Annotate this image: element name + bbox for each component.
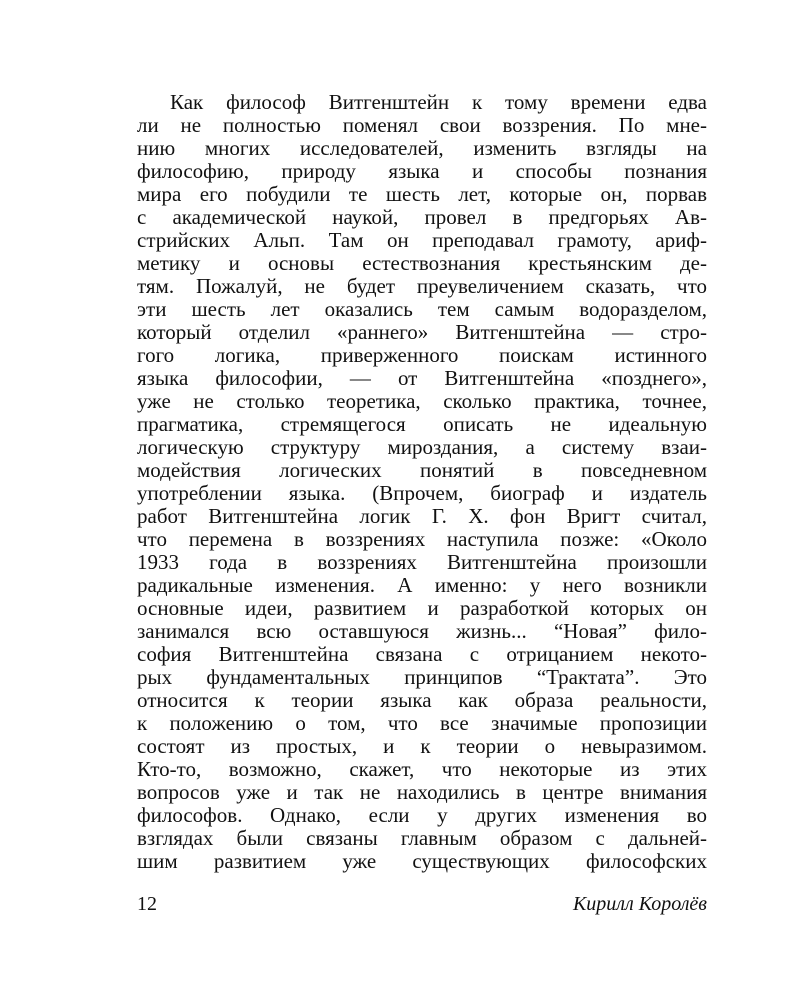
text-line: гого логика, приверженного поискам истинного <box>137 343 707 367</box>
text-line: взглядах были связаны главным образом с дальней- <box>137 826 707 850</box>
text-line: языка философии, — от Витгенштейна «позднего», <box>137 366 707 390</box>
text-line: прагматика, стремящегося описать не идеальную <box>137 412 707 436</box>
text-line: метику и основы естествознания крестьянским де- <box>137 251 707 275</box>
text-line: который отделил «раннего» Витгенштейна — стро- <box>137 320 707 344</box>
page-number: 12 <box>137 893 157 915</box>
text-line: Кто-то, возможно, скажет, что некоторые из этих <box>137 757 707 781</box>
page-body-text <box>137 91 707 873</box>
text-line: тям. Пожалуй, не будет преувеличением сказать, что <box>137 274 707 298</box>
text-line: занимался всю оставшуюся жизнь... “Новая” фило- <box>137 619 707 643</box>
text-line: радикальные изменения. А именно: у него возникли <box>137 573 707 597</box>
text-line: с академической наукой, провел в предгорьях Ав- <box>137 205 707 229</box>
text-line: логическую структуру мироздания, а систему взаи- <box>137 435 707 459</box>
text-line: нию многих исследователей, изменить взгляды на <box>137 136 707 160</box>
text-line: софия Витгенштейна связана с отрицанием некото- <box>137 642 707 666</box>
text-line: вопросов уже и так не находились в центре внимания <box>137 780 707 804</box>
page-footer <box>137 893 707 921</box>
text-line: Как философ Витгенштейн к тому времени едва <box>170 90 707 114</box>
text-line: основные идеи, развитием и разработкой которых он <box>137 596 707 620</box>
text-line: стрийских Альп. Там он преподавал грамоту, ариф- <box>137 228 707 252</box>
text-line: состоят из простых, и к теории о невыразимом. <box>137 734 707 758</box>
text-line: к положению о том, что все значимые пропозиции <box>137 711 707 735</box>
text-line: употреблении языка. (Впрочем, биограф и издатель <box>137 481 707 505</box>
text-line: мира его побудили те шесть лет, которые он, порвав <box>137 182 707 206</box>
text-line: философов. Однако, если у других изменения во <box>137 803 707 827</box>
text-line: уже не столько теоретика, сколько практика, точнее, <box>137 389 707 413</box>
running-footer-author: Кирилл Королёв <box>572 893 707 915</box>
text-line: философию, природу языка и способы познания <box>137 159 707 183</box>
text-line: что перемена в воззрениях наступила позже: «Около <box>137 527 707 551</box>
text-line: ли не полностью поменял свои воззрения. По мне- <box>137 113 707 137</box>
text-line: относится к теории языка как образа реальности, <box>137 688 707 712</box>
text-line: работ Витгенштейна логик Г. Х. фон Вригт считал, <box>137 504 707 528</box>
text-line: модействия логических понятий в повседневном <box>137 458 707 482</box>
text-line: шим развитием уже существующих философских <box>137 849 707 873</box>
text-line: 1933 года в воззрениях Витгенштейна произошли <box>137 550 707 574</box>
text-line: эти шесть лет оказались тем самым водоразделом, <box>137 297 707 321</box>
text-line: рых фундаментальных принципов “Трактата”. Это <box>137 665 707 689</box>
